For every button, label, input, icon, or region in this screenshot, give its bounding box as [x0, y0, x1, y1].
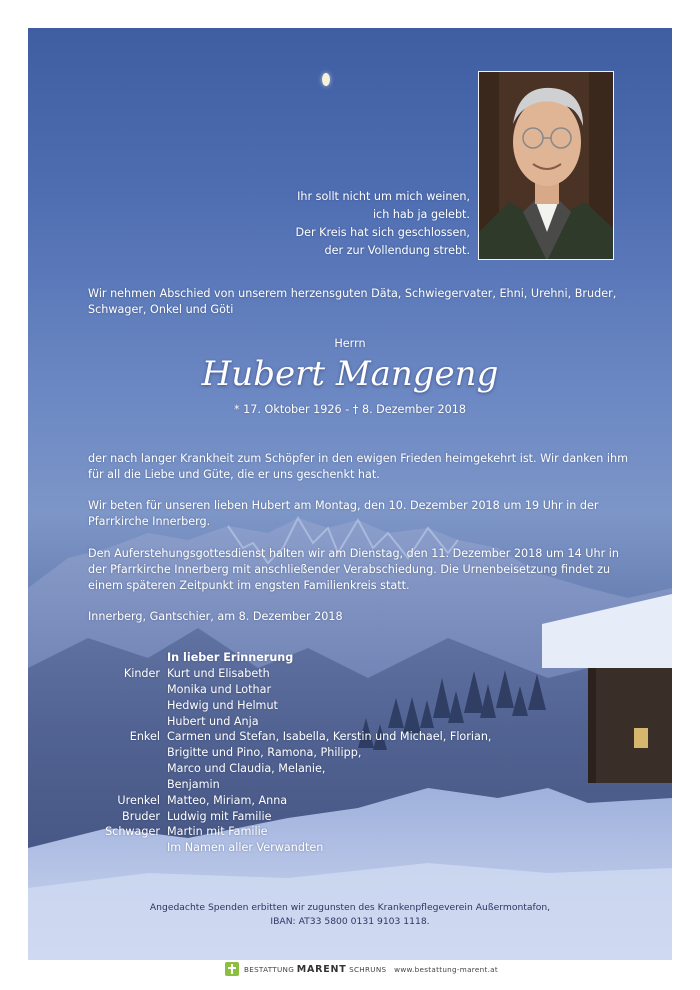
relative-names: Martin mit Familie — [167, 825, 268, 839]
poem-line: ich hab ja gelebt. — [372, 208, 470, 221]
relative-names: Carmen und Stefan, Isabella, Kerstin und Michael, Florian, — [167, 730, 492, 744]
deceased-name: Hubert Mangeng — [201, 354, 499, 394]
relative-row — [80, 682, 580, 698]
relative-row — [80, 793, 580, 809]
relative-row — [80, 809, 580, 825]
obituary-card — [28, 28, 672, 960]
relative-names: Im Namen aller Verwandten — [167, 841, 324, 855]
paragraph-prayer: Wir beten für unseren lieben Hubert am Montag, den 10. Dezember 2018 um 19 Uhr in der Pfarrkirche Innerberg. — [88, 499, 599, 528]
relative-names: Matteo, Miriam, Anna — [167, 793, 288, 807]
relative-row — [80, 745, 580, 761]
relative-names: Kurt und Elisabeth — [167, 667, 270, 680]
website-link[interactable]: www.bestattung-marent.at — [394, 965, 498, 974]
paragraph-funeral-service: Den Auferstehungsgottesdienst halten wir am Dienstag, den 11. Dezember 2018 um 14 Uhr in der Pfarrkirche Innerberg mit anschließender Verabschiedung. Die Urnenbeisetzung findet zu einem späteren Zeitpunkt im engsten Familienkreis statt. — [88, 547, 619, 592]
life-dates: * 17. Oktober 1926 - † 8. Dezember 2018 — [234, 403, 466, 416]
brand-name: MARENT — [296, 964, 347, 975]
relation-label — [80, 777, 167, 793]
relation-label: Bruder — [122, 809, 160, 823]
relation-label — [80, 698, 167, 714]
relative-names: Benjamin — [167, 777, 220, 791]
relation-label: Enkel — [129, 730, 160, 744]
relative-row — [80, 840, 580, 856]
salutation: Herrn — [334, 337, 366, 350]
memorial-poem — [278, 188, 470, 260]
relation-label: Schwager — [105, 825, 160, 839]
relative-row — [80, 698, 580, 714]
relative-names: Brigitte und Pino, Ramona, Philipp, — [167, 746, 362, 760]
relation-label — [80, 714, 167, 730]
relative-row — [80, 714, 580, 730]
footer-brand — [244, 964, 498, 975]
memory-heading: In lieber Erinnerung — [167, 651, 294, 664]
relative-row — [80, 761, 580, 777]
relative-names: Monika und Lothar — [167, 682, 272, 696]
intro-text: Wir nehmen Abschied von unserem herzensguten Däta, Schwiegervater, Ehni, Urehni, Bruder, Schwager, Onkel und Göti — [88, 287, 617, 316]
moon — [322, 73, 330, 86]
paragraph-gratitude: der nach langer Krankheit zum Schöpfer in den ewigen Frieden heimgekehrt ist. Wir danken ihm für all die Liebe und Güte, die er uns geschenkt hat. — [88, 452, 628, 481]
relative-row — [80, 777, 580, 793]
poem-line: der zur Vollendung strebt. — [324, 244, 470, 257]
poem-line: Der Kreis hat sich geschlossen, — [295, 226, 470, 239]
relative-names: Ludwig mit Familie — [167, 809, 272, 823]
relation-label: Urenkel — [117, 793, 160, 807]
place-and-date: Innerberg, Gantschier, am 8. Dezember 2018 — [88, 610, 343, 623]
poem-line: Ihr sollt nicht um mich weinen, — [297, 190, 470, 203]
relative-names: Marco und Claudia, Melanie, — [167, 762, 326, 776]
relation-label — [80, 745, 167, 761]
relation-label: Kinder — [123, 667, 160, 680]
relation-label — [80, 840, 167, 856]
portrait-photo — [478, 71, 614, 260]
donation-iban: IBAN: AT33 5800 0131 9103 1118. — [270, 916, 430, 927]
relative-row — [80, 824, 580, 840]
relation-label — [80, 761, 167, 777]
relative-names: Hedwig und Helmut — [167, 698, 278, 712]
relative-row — [80, 729, 580, 745]
donation-line: Angedachte Spenden erbitten wir zugunsten des Krankenpflegeverein Außermontafon, — [149, 902, 551, 913]
funeral-home-logo-icon — [225, 962, 239, 976]
brand-location: SCHRUNS — [349, 965, 387, 974]
brand-prefix: BESTATTUNG — [244, 965, 295, 974]
relatives-list — [80, 666, 580, 856]
relation-label — [80, 682, 167, 698]
footer — [0, 962, 700, 984]
donation-note — [28, 901, 672, 929]
relative-names: Hubert und Anja — [167, 714, 259, 728]
relative-row — [80, 666, 580, 682]
